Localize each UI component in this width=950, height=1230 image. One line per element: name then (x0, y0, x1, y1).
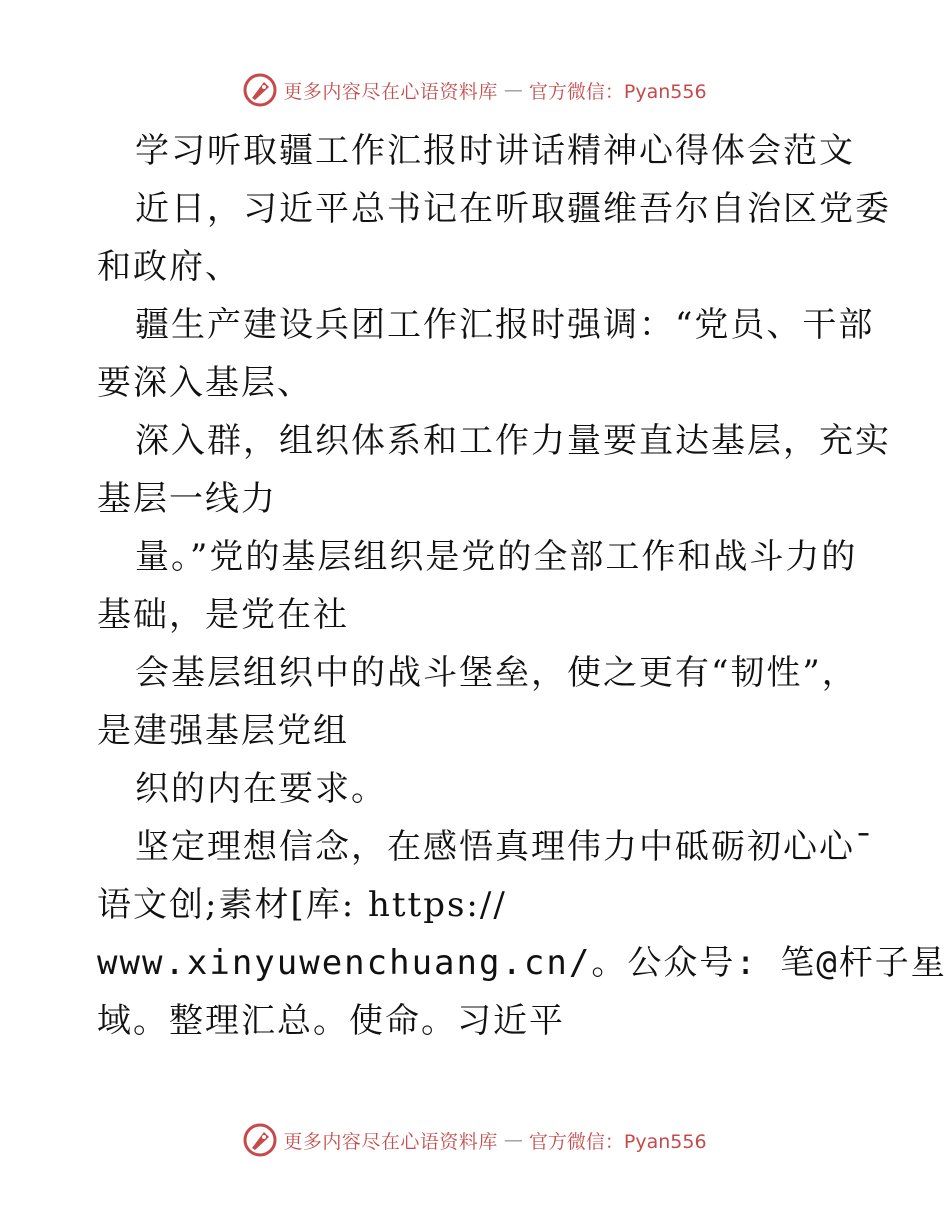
paragraph-line: 基层一线力 (97, 479, 277, 519)
paragraph-line: 坚定理想信念，在感悟真理伟力中砥砺初心心¯ (135, 827, 874, 867)
paragraph-line: 深入群，组织体系和工作力量要直达基层，充实 (135, 421, 891, 461)
paragraph-line: 是建强基层党组 (97, 711, 349, 751)
paragraph-line: 域。整理汇总。使命。习近平 (97, 1001, 565, 1041)
document-body (97, 122, 947, 1050)
paragraph-line: 和政府、 (97, 247, 241, 287)
pen-nib-icon (243, 73, 277, 107)
paragraph-line: 织的内在要求。 (135, 769, 387, 809)
paragraph-line: 要深入基层、 (97, 363, 313, 403)
footer-banner-wechat: 官方微信：Pyan556 (528, 1130, 707, 1153)
document-title: 学习听取疆工作汇报时讲话精神心得体会范文 (135, 131, 855, 171)
footer-banner-separator: — (503, 1129, 523, 1151)
paragraph-line: 量。”党的基层组织是党的全部工作和战斗力的 (135, 537, 858, 577)
banner-separator: — (503, 79, 523, 101)
paragraph-line: 基础，是党在社 (97, 595, 349, 635)
paragraph-line: 语文创;素材[库: https:// (97, 885, 507, 925)
url-line: www.xinyuwenchuang.cn/。公众号: 笔@杆子星 (97, 943, 947, 983)
footer-banner (0, 1120, 950, 1160)
footer-banner-text: 更多内容尽在心语资料库 (283, 1130, 498, 1153)
pen-nib-icon (243, 1123, 277, 1157)
paragraph-line: 近日，习近平总书记在听取疆维吾尔自治区党委 (135, 189, 891, 229)
banner-text: 更多内容尽在心语资料库 (283, 80, 498, 103)
paragraph-line: 疆生产建设兵团工作汇报时强调：“党员、干部 (135, 305, 875, 345)
paragraph-line: 会基层组织中的战斗堡垒，使之更有“韧性”， (135, 653, 858, 693)
banner-wechat: 官方微信：Pyan556 (528, 80, 707, 103)
header-banner (0, 70, 950, 110)
